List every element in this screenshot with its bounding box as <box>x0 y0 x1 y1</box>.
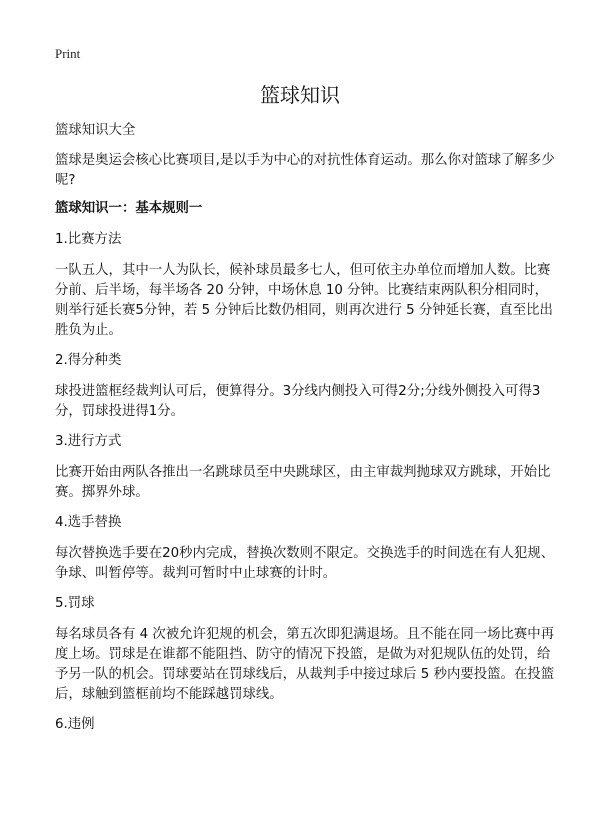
rule-body-scoring: 球投进篮框经裁判认可后，便算得分。3分线内侧投入可得2分;分线外侧投入可得3分，罚球投进得1分。 <box>55 384 541 419</box>
rule-body-substitution: 每次替换选手要在20秒内完成，替换次数则不限定。交换选手的时间选在有人犯规、争球、叫暂停等。裁判可暂时中止球赛的计时。 <box>55 546 555 581</box>
page-title: 篮球知识 <box>260 83 340 107</box>
intro-paragraph: 篮球是奥运会核心比赛项目,是以手为中心的对抗性体育运动。那么你对篮球了解多少呢? <box>55 153 555 188</box>
document-content <box>55 121 555 746</box>
rule-heading-scoring: 2.得分种类 <box>55 353 122 368</box>
rule-heading-violation: 6.违例 <box>55 717 95 732</box>
rule-body-free-throw: 每名球员各有 4 次被允许犯规的机会，第五次即犯满退场。且不能在同一场比赛中再度上场。罚球是在谁都不能阻挡、防守的情况下投篮，是做为对犯规队伍的处罚，给予另一队的机会。罚球要站在罚球线后，从裁判手中接过球后 5 秒内要投篮。在投篮后，球触到篮框前均不能踩越罚球线。 <box>55 627 555 702</box>
rule-heading-substitution: 4.选手替换 <box>55 515 122 530</box>
rule-heading-free-throw: 5.罚球 <box>55 596 95 611</box>
rule-body-procedure: 比赛开始由两队各推出一名跳球员至中央跳球区，由主审裁判抛球双方跳球，开始比赛。掷界外球。 <box>55 465 551 500</box>
section-heading: 篮球知识一：基本规则一 <box>55 201 203 216</box>
print-link[interactable]: Print <box>55 46 81 61</box>
rule-heading-match-method: 1.比赛方法 <box>55 232 122 247</box>
rule-body-match-method: 一队五人，其中一人为队长，候补球员最多七人，但可依主办单位而增加人数。比赛分前、后半场，每半场各 20 分钟，中场休息 10 分钟。比赛结束两队积分相同时，则举行延长赛5分钟，若 5 分钟后比数仍相同，则再次进行 5 分钟延长赛，直至比出胜负为止。 <box>55 263 553 338</box>
rule-heading-procedure: 3.进行方式 <box>55 434 122 449</box>
document-subtitle: 篮球知识大全 <box>55 123 136 138</box>
